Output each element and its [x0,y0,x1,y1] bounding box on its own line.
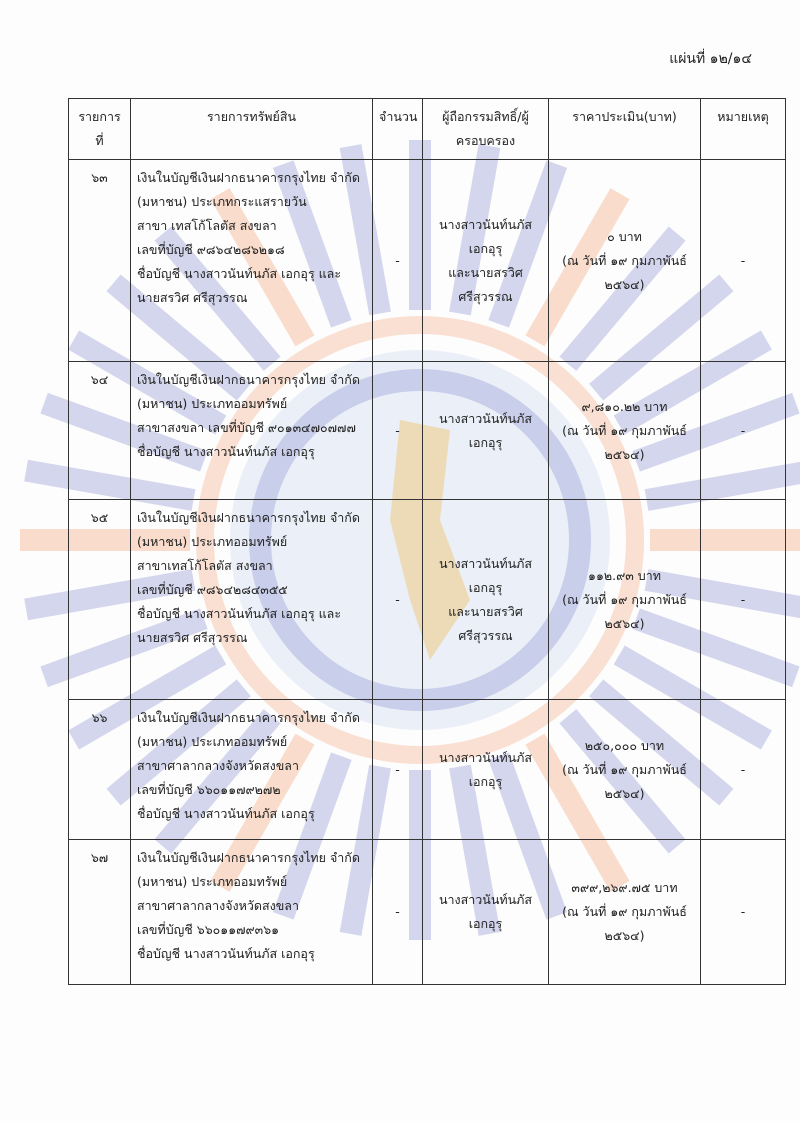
asset-description-line: (มหาชน) ประเภทออมทรัพย์ [137,534,288,549]
table-row [69,160,786,362]
asset-description-line: สาขา เทสโก้โลตัส สงขลา [137,218,277,233]
note: - [701,362,786,500]
note: - [701,840,786,985]
quantity: - [373,160,423,362]
owner-line: นางสาวนันท์นภัส [438,892,533,907]
appraised-price-line: (ณ วันที่ ๑๙ กุมภาพันธ์ [562,252,687,268]
asset-description-line: เงินในบัญชีเงินฝากธนาคารกรุงไทย จำกัด [137,510,360,525]
asset-description-line: (มหาชน) ประเภทออมทรัพย์ [137,874,288,889]
appraised-price-line: (ณ วันที่ ๑๙ กุมภาพันธ์ [562,422,687,438]
item-no: ๖๓ [69,160,131,362]
note: - [701,700,786,840]
asset-description [131,362,373,500]
owner [423,500,549,700]
page-number: แผ่นที่ ๑๒/๑๔ [669,51,752,67]
item-no: ๖๗ [69,840,131,985]
owner-line: นางสาวนันท์นภัส [438,216,533,232]
asset-description-line: ชื่อบัญชี นางสาวนันท์นภัส เอกอุรุ [137,806,315,821]
appraised-price [549,700,701,840]
quantity: - [373,362,423,500]
appraised-price-line: ๒๕๖๔) [604,276,645,292]
header-item-no: รายการที่ [69,99,131,160]
appraised-price-line: ๓๙๙,๒๖๙.๗๕ บาท [571,880,678,895]
asset-description-line: ชื่อบัญชี นางสาวนันท์นภัส เอกอุรุ [137,444,315,459]
owner-line: เอกอุรุ [468,240,503,256]
asset-description [131,500,373,700]
quantity: - [373,700,423,840]
owner-line: และนายสรวิศ [448,603,523,619]
owner-line: และนายสรวิศ [448,264,523,280]
appraised-price-line: (ณ วันที่ ๑๙ กุมภาพันธ์ [562,761,687,777]
table-row [69,700,786,840]
appraised-price-line: ๑๑๒.๙๓ บาท [588,567,661,583]
table-row [69,500,786,700]
appraised-price-line: ๐ บาท [607,228,642,244]
owner-line: เอกอุรุ [468,579,503,595]
header-quantity: จำนวน [373,99,423,160]
appraised-price-line: ๒๕๖๔) [604,785,645,801]
asset-description-line: (มหาชน) ประเภทออมทรัพย์ [137,396,288,411]
owner-line: เอกอุรุ [468,916,503,931]
asset-table [68,98,786,985]
owner-line: นางสาวนันท์นภัส [438,555,533,571]
owner-line: ศรีสุวรรณ [458,627,513,643]
asset-description-line: สาขาศาลากลางจังหวัดสงขลา [137,898,299,913]
quantity: - [373,840,423,985]
appraised-price [549,362,701,500]
note: - [701,500,786,700]
header-price: ราคาประเมิน(บาท) [549,99,701,160]
asset-description [131,840,373,985]
asset-description-line: ชื่อบัญชี นางสาวนันท์นภัส เอกอุรุ และ [137,266,342,281]
asset-description-line: เงินในบัญชีเงินฝากธนาคารกรุงไทย จำกัด [137,170,360,185]
asset-description-line: เงินในบัญชีเงินฝากธนาคารกรุงไทย จำกัด [137,710,360,725]
header-asset: รายการทรัพย์สิน [131,99,373,160]
owner-line: นางสาวนันท์นภัส [438,410,533,426]
asset-description-line: เลขที่บัญชี ๖๖๐๑๑๗๙๓๖๑ [137,922,280,937]
asset-description-line: เลขที่บัญชี ๖๖๐๑๑๗๙๒๗๒ [137,782,281,797]
asset-description-line: สาขาเทสโก้โลตัส สงขลา [137,558,273,573]
item-no: ๖๖ [69,700,131,840]
note: - [701,160,786,362]
appraised-price [549,500,701,700]
table-row [69,362,786,500]
owner-line: เอกอุรุ [468,773,503,789]
header-owner: ผู้ถือกรรมสิทธิ์/ผู้ครอบครอง [423,99,549,160]
asset-description-line: เงินในบัญชีเงินฝากธนาคารกรุงไทย จำกัด [137,372,360,387]
asset-description-line: เงินในบัญชีเงินฝากธนาคารกรุงไทย จำกัด [137,850,360,865]
asset-description-line: ชื่อบัญชี นางสาวนันท์นภัส เอกอุรุ [137,946,315,961]
appraised-price-line: (ณ วันที่ ๑๙ กุมภาพันธ์ [562,904,687,919]
asset-description [131,700,373,840]
asset-description-line: ชื่อบัญชี นางสาวนันท์นภัส เอกอุรุ และ [137,606,342,621]
asset-description-line: สาขาสงขลา เลขที่บัญชี ๙๐๑๓๔๗๐๗๗๗ [137,420,356,435]
owner [423,160,549,362]
owner-line: นางสาวนันท์นภัส [438,749,533,765]
asset-description-line: สาขาศาลากลางจังหวัดสงขลา [137,758,299,773]
owner [423,362,549,500]
appraised-price-line: ๒๕๖๔) [604,446,645,462]
item-no: ๖๔ [69,362,131,500]
appraised-price-line: ๒๕๖๔) [604,615,645,631]
appraised-price-line: ๒๕๖๔) [604,928,645,943]
table-header-row [69,99,786,160]
asset-description-line: นายสรวิศ ศรีสุวรรณ [137,290,248,305]
appraised-price-line: ๒๕๐,๐๐๐ บาท [584,737,665,753]
appraised-price-line: (ณ วันที่ ๑๙ กุมภาพันธ์ [562,591,687,607]
asset-description-line: นายสรวิศ ศรีสุวรรณ [137,630,248,645]
appraised-price [549,160,701,362]
asset-description-line: (มหาชน) ประเภทกระแสรายวัน [137,194,307,209]
appraised-price-line: ๙,๘๑๐.๒๒ บาท [581,398,668,414]
asset-description-line: เลขที่บัญชี ๙๘๖๔๒๘๖๒๑๘ [137,242,285,257]
item-no: ๖๕ [69,500,131,700]
owner [423,840,549,985]
quantity: - [373,500,423,700]
table-row [69,840,786,985]
owner [423,700,549,840]
owner-line: ศรีสุวรรณ [458,288,513,304]
owner-line: เอกอุรุ [468,434,503,450]
header-note: หมายเหตุ [701,99,786,160]
asset-description-line: (มหาชน) ประเภทออมทรัพย์ [137,734,288,749]
asset-description-line: เลขที่บัญชี ๙๘๖๔๒๘๔๓๕๕ [137,582,288,597]
asset-description [131,160,373,362]
appraised-price [549,840,701,985]
